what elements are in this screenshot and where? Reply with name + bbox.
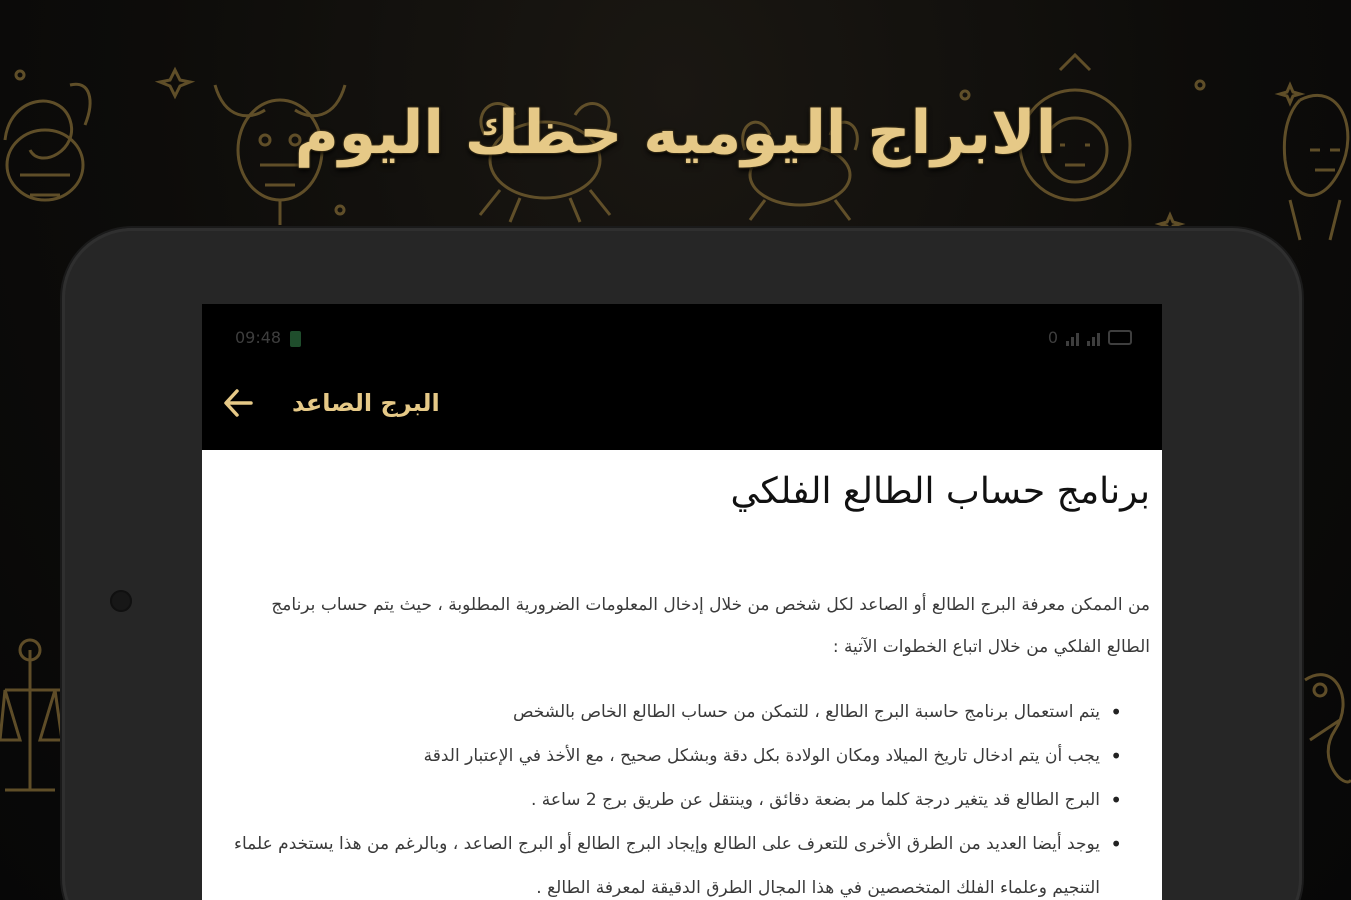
article-content [202, 450, 1162, 900]
battery-icon [1108, 330, 1132, 345]
status-time: 09:48 [235, 328, 282, 347]
status-icons [1048, 328, 1132, 347]
article-intro: من الممكن معرفة البرج الطالع أو الصاعد لكل شخص من خلال إدخال المعلومات الضرورية المطلوبة ، حيث يتم حساب برنامج الطالع الفلكي من خلال اتباع الخطوات الآتية : [271, 595, 1150, 657]
promo-title: الابراج اليوميه حظك اليوم [294, 98, 1057, 168]
list-item: • يوجد أيضا العديد من الطرق الأخرى للتعرف على الطالع وإيجاد البرج الطالع أو البرج الصاعد ، وبالرغم من هذا يستخدم علماء التنجيم وعلماء الفلك المتخصصين في هذا المجال الطرق الدقيقة لمعرفة الطالع . [234, 832, 1122, 898]
back-button[interactable] [218, 382, 260, 424]
steps-list [202, 690, 1162, 900]
arrow-left-icon [221, 385, 257, 421]
list-item: • يجب أن يتم ادخال تاريخ الميلاد ومكان الولادة بكل دقة وبشكل صحيح ، مع الأخذ في الإعتبار الدقة [423, 744, 1122, 768]
pisces-icon [1305, 675, 1351, 782]
signal-icon [1066, 330, 1079, 346]
network-label: 0 [1047, 328, 1058, 347]
signal-icon-2 [1087, 330, 1100, 346]
libra-icon [0, 640, 62, 790]
app-bar-title: البرج الصاعد [292, 389, 440, 417]
notification-icon [290, 331, 301, 347]
list-item: • يتم استعمال برنامج حاسبة البرج الطالع ، للتمكن من حساب الطالع الخاص بالشخص [512, 700, 1122, 724]
list-item: • البرج الطالع قد يتغير درجة كلما مر بضعة دقائق ، وينتقل عن طريق برج 2 ساعة . [531, 788, 1122, 812]
article-title: برنامج حساب الطالع الفلكي [730, 471, 1150, 512]
tablet-camera [110, 590, 132, 612]
app-bar [202, 304, 1162, 450]
app-screen [202, 304, 1162, 900]
